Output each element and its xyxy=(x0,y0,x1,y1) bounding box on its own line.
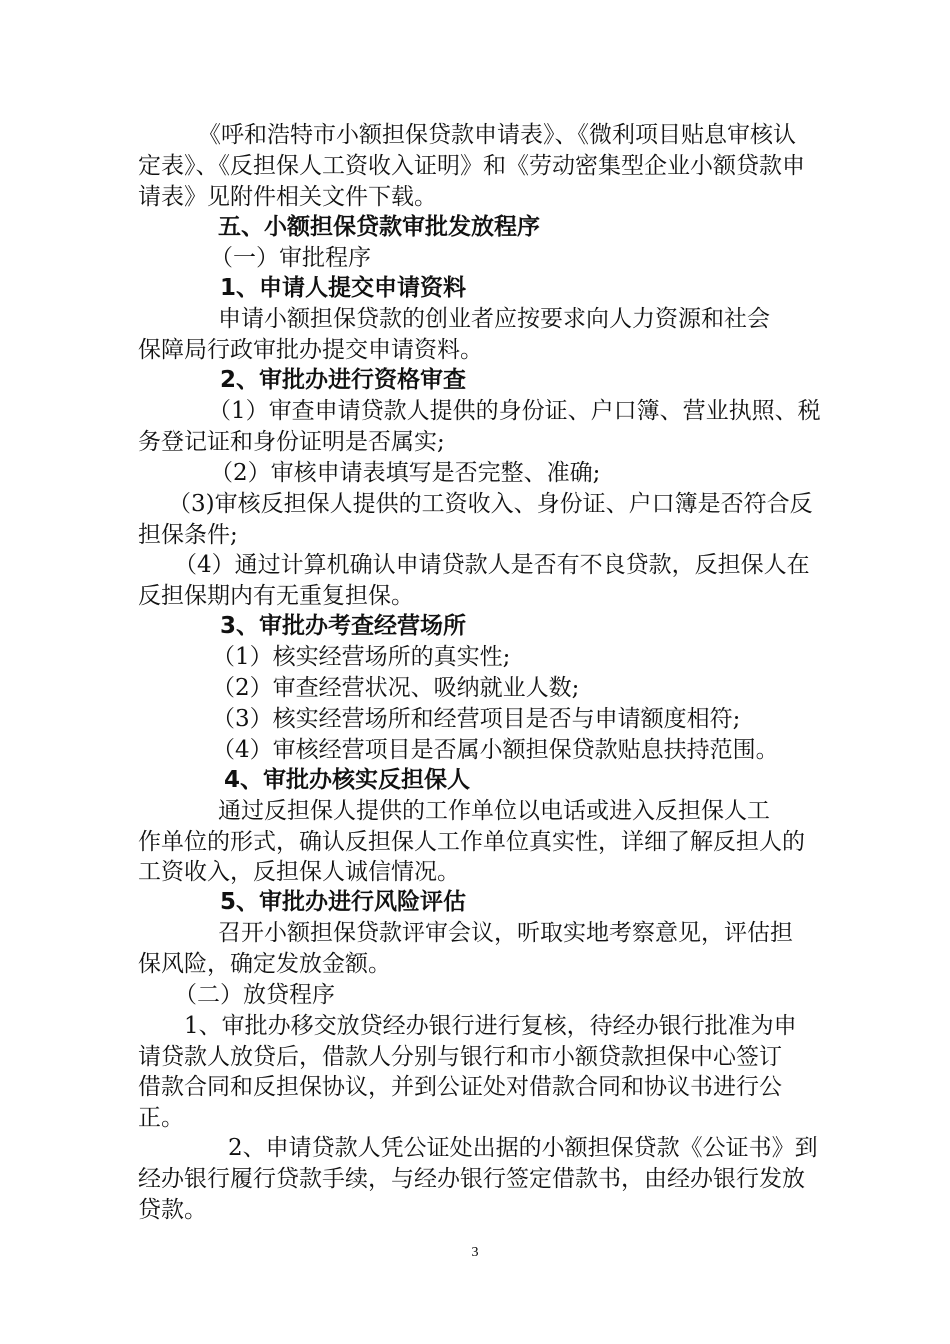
paragraph-line: （2）审查经营状况、吸纳就业人数; xyxy=(212,675,580,701)
step-heading: 1、申请人提交申请资料 xyxy=(220,275,467,301)
paragraph-line: 1、审批办移交放贷经办银行进行复核，待经办银行批准为申 xyxy=(184,1013,797,1039)
paragraph-line: （3)审核反担保人提供的工资收入、身份证、户口簿是否符合反 xyxy=(168,491,813,517)
paragraph-line: 通过反担保人提供的工作单位以电话或进入反担保人工 xyxy=(218,798,770,824)
paragraph-line: 保风险，确定发放金额。 xyxy=(138,951,391,977)
step-heading: 3、审批办考查经营场所 xyxy=(220,613,467,639)
paragraph-line: 定表》、《反担保人工资收入证明》和《劳动密集型企业小额贷款申 xyxy=(138,153,805,179)
paragraph-line: 作单位的形式，确认反担保人工作单位真实性，详细了解反担人的 xyxy=(138,829,805,855)
paragraph-line: 担保条件; xyxy=(138,522,238,548)
paragraph-line: 反担保期内有无重复担保。 xyxy=(138,583,414,609)
subsection-heading: （一）审批程序 xyxy=(210,245,371,271)
subsection-heading: （二）放贷程序 xyxy=(174,982,335,1008)
paragraph-line: 借款合同和反担保协议，并到公证处对借款合同和协议书进行公 xyxy=(138,1074,782,1100)
paragraph-line: 《呼和浩特市小额担保贷款申请表》、《微利项目贴息审核认 xyxy=(198,122,796,148)
paragraph-line: 工资收入，反担保人诚信情况。 xyxy=(138,859,460,885)
paragraph-line: 经办银行履行贷款手续，与经办银行签定借款书，由经办银行发放 xyxy=(138,1166,805,1192)
paragraph-line: （1）审查申请贷款人提供的身份证、户口簿、营业执照、税 xyxy=(208,398,821,424)
paragraph-line: 贷款。 xyxy=(138,1197,207,1223)
paragraph-line: 务登记证和身份证明是否属实; xyxy=(138,429,445,455)
step-heading: 5、审批办进行风险评估 xyxy=(220,889,467,915)
paragraph-line: （4）通过计算机确认申请贷款人是否有不良贷款，反担保人在 xyxy=(174,552,810,578)
paragraph-line: （1）核实经营场所的真实性; xyxy=(212,644,511,670)
section-heading: 五、小额担保贷款审批发放程序 xyxy=(218,214,540,240)
step-heading: 4、审批办核实反担保人 xyxy=(224,767,471,793)
paragraph-line: （2）审核申请表填写是否完整、准确; xyxy=(210,460,601,486)
paragraph-line: 申请小额担保贷款的创业者应按要求向人力资源和社会 xyxy=(218,306,770,332)
paragraph-line: 保障局行政审批办提交申请资料。 xyxy=(138,337,483,363)
paragraph-line: （3）核实经营场所和经营项目是否与申请额度相符; xyxy=(212,706,741,732)
paragraph-line: 正。 xyxy=(138,1105,184,1131)
paragraph-line: 请贷款人放贷后，借款人分别与银行和市小额贷款担保中心签订 xyxy=(138,1044,782,1070)
page-number: 3 xyxy=(471,1245,479,1260)
paragraph-line: 召开小额担保贷款评审会议，听取实地考察意见，评估担 xyxy=(218,920,793,946)
paragraph-line: （4）审核经营项目是否属小额担保贷款贴息扶持范围。 xyxy=(212,737,779,763)
step-heading: 2、审批办进行资格审查 xyxy=(220,367,467,393)
paragraph-line: 2、申请贷款人凭公证处出据的小额担保贷款《公证书》到 xyxy=(228,1135,818,1161)
paragraph-line: 请表》见附件相关文件下载。 xyxy=(138,184,437,210)
